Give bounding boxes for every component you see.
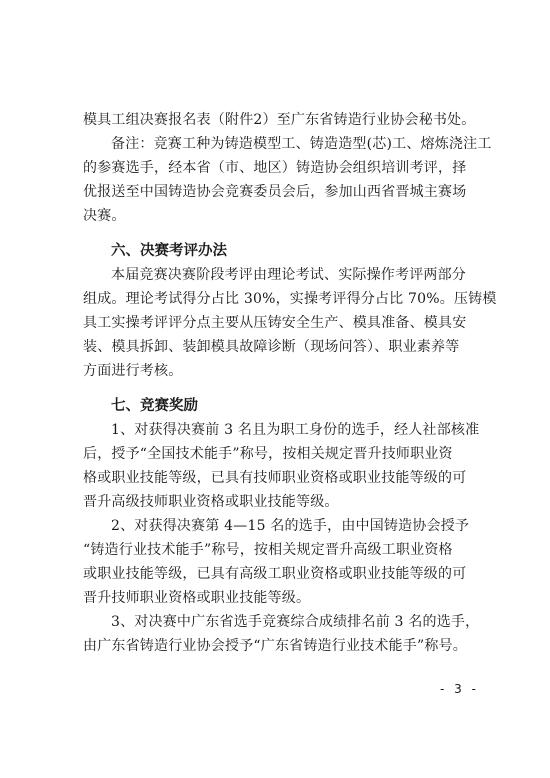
award-para3-line: 3、对决赛中广东省选手竞赛综合成绩排名前 3 名的选手， bbox=[111, 614, 480, 630]
award-para1-line: 格或职业技能等级，已具有技师职业资格或职业技能等级的可 bbox=[83, 470, 467, 486]
section6-line: 方面进行考核。 bbox=[83, 363, 183, 379]
page-number: - 3 - bbox=[440, 682, 479, 696]
intro-line: 模具工组决赛报名表（附件2）至广东省铸造行业协会秘书处。 bbox=[83, 112, 476, 128]
section6-line: 装、模具拆卸、装卸模具故障诊断（现场问答）、职业素养等 bbox=[83, 339, 460, 355]
award-para1-line: 后，授予“全国技术能手”称号，按相关规定晋升技师职业资 bbox=[83, 446, 453, 462]
section-heading-6: 六、决赛考评办法 bbox=[111, 243, 227, 259]
section-heading-7: 七、竞赛奖励 bbox=[111, 398, 198, 414]
note-line: 备注：竞赛工种为铸造模型工、铸造造型(芯)工、熔炼浇注工 bbox=[111, 136, 492, 152]
note-line: 的参赛选手，经本省（市、地区）铸造协会组织培训考评，择 bbox=[83, 160, 467, 176]
section6-line: 组成。理论考试得分占比 30%，实操考评得分占比 70%。压铸模 bbox=[83, 291, 497, 307]
section6-line: 本届竞赛决赛阶段考评由理论考试、实际操作考评两部分 bbox=[111, 267, 466, 283]
award-para1-line: 晋升高级技师职业资格或职业技能等级。 bbox=[83, 494, 339, 510]
award-para2-line: 或职业技能等级，已具有高级工职业资格或职业技能等级的可 bbox=[83, 566, 467, 582]
award-para2-line: 2、对获得决赛第 4—15 名的选手，由中国铸造协会授予 bbox=[111, 518, 470, 534]
award-para2-line: “铸造行业技术能手”称号，按相关规定晋升高级工职业资格 bbox=[83, 542, 453, 558]
note-line: 决赛。 bbox=[83, 208, 126, 224]
section6-line: 具工实操考评评分点主要从压铸安全生产、模具准备、模具安 bbox=[83, 315, 467, 331]
award-para1-line: 1、对获得决赛前 3 名且为职工身份的选手，经人社部核准 bbox=[111, 422, 480, 438]
note-line: 优报送至中国铸造协会竞赛委员会后，参加山西省晋城主赛场 bbox=[83, 184, 467, 200]
document-body bbox=[83, 108, 497, 658]
award-para3-line: 由广东省铸造行业协会授予“广东省铸造行业技术能手”称号。 bbox=[83, 638, 467, 654]
award-para2-line: 晋升技师职业资格或职业技能等级。 bbox=[83, 590, 311, 606]
